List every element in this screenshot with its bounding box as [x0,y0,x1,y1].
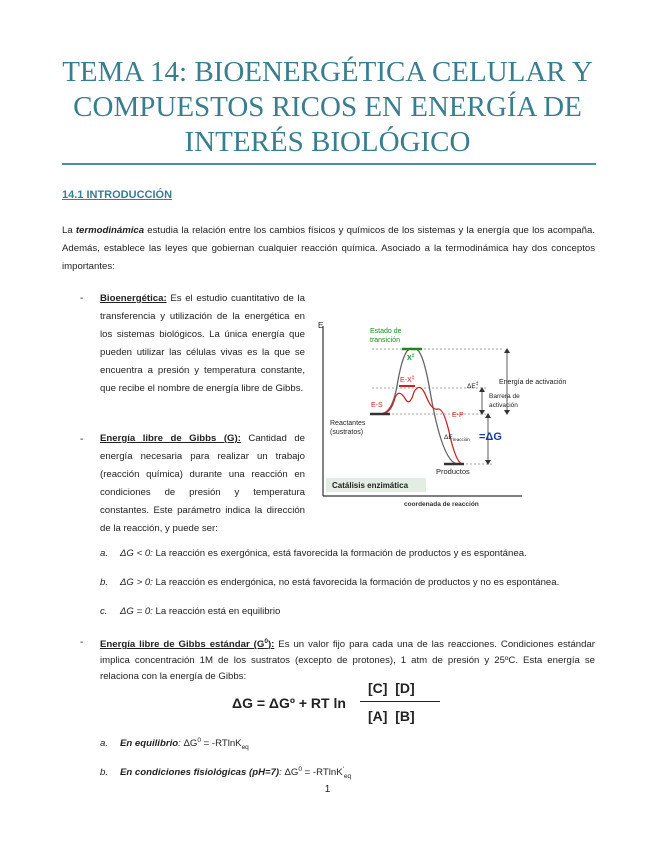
case-letter: c. [100,606,108,617]
bullet-dash: - [80,434,84,445]
title-line-3: INTERÉS BIOLÓGICO [184,126,471,158]
case-text: La reacción está en equilibrio [152,606,281,617]
case-item [100,577,559,588]
diagram-reactants-label-1: Reactantes [330,420,366,427]
intro-paragraph [62,222,595,276]
diagram-reactants-label-2: (sustratos) [330,429,364,436]
diagram-barrier-label-1: Barrera de [489,393,520,400]
diagram-arrowhead [504,410,510,415]
formula-denominator: [A] [B] [368,708,415,724]
case-letter: a. [100,548,109,559]
diagram-axis-y-label: E [318,321,324,330]
bullet-gibbs [100,430,305,538]
title-divider [62,163,596,165]
diagram-axis-x-label: coordenada de reacción [404,501,479,508]
bullet-gibbs-standard [100,634,595,685]
diagram-ep-label: E-P [452,412,464,419]
bullet-gibbs-term: Energía libre de Gibbs (G): [100,433,241,444]
section-heading: 14.1 INTRODUCCIÓN [62,189,173,201]
diagram-barrier-label-2: activación [489,402,518,409]
diagram-arrowhead [504,348,510,353]
case-condition: ΔG = 0: [120,606,153,617]
diagram-es-label: E-S [371,402,383,409]
diagram-catalyzed-curve [380,387,462,464]
equilibrium-letter: b. [100,767,109,779]
bullet-bioenergetica [100,290,305,398]
equilibrium-item: b. En condiciones fisiológicas (pH=7): $\Delta G^0 = -RTlnK'_{eq}$ [100,766,352,781]
diagram-activation-label: Energía de activación [499,379,567,386]
bullet-bioenergetica-text: Es el estudio cuantitativo de la transferencia y utilización de la energética en los sistemas biológicos. La única energía que pueden utilizar las células vivas es la que se encuentra a presión y temperatura constante, que recibe el nombre de energía libre de Gibbs. [100,293,305,394]
diagram-x-label: X‡ [407,353,415,362]
bullet-gibbs-standard-term: Energía libre de Gibbs estándar $(G^0)$: [100,638,275,651]
case-item [100,548,527,559]
title-line-1: TEMA 14: BIOENERGÉTICA CELULAR Y [62,56,593,88]
diagram-state-label-2: transición [370,337,400,344]
intro-text-before: La [62,225,76,236]
case-text: La reacción es endergónica, no está favorecida la formación de productos y no es espontánea. [152,577,560,588]
diagram-products-label: Productos [436,467,470,476]
formula-numerator: [C] [D] [368,680,415,696]
intro-term: termodinámica [75,225,145,236]
case-condition: ΔG < 0: [120,548,153,559]
case-item [100,606,280,617]
title-line-2: COMPUESTOS RICOS EN ENERGÍA DE [73,91,582,123]
bullet-gibbs-standard-text: Es un valor fijo para cada una de las reacciones. Condiciones estándar implica concentración 1M de los sustratos (excepto de protones), 1 atm de presión y 25ºC. Esta energía se relaciona con la energía de Gibbs: [100,639,595,683]
equilibrium-item: a. En equilibrio: $\Delta G^0 = -RTlnK_{eq}$ [100,737,249,752]
formula-lhs: ΔG = ΔGº + RT ln [232,695,346,711]
bullet-bioenergetica-term: Bioenergética: [100,293,167,304]
bullet-gibbs-text: Cantidad de energía necesaria para realizar un trabajo (reacción química) durante una reacción en condiciones de presión y temperatura constantes. Este parámetro indica la dirección de la reacción, y puede ser: [100,433,305,534]
document-title [40,55,615,160]
equilibrium-label: En equilibrio [120,738,179,750]
case-letter: b. [100,577,109,588]
bullet-dash: - [80,293,84,304]
diagram-state-label-1: Estado de [370,328,402,335]
diagram-catalysis-label: Catálisis enzimática [332,481,409,490]
case-text: La reacción es exergónica, está favorecida la formación de productos y es espontánea. [152,548,527,559]
bullet-dash: - [80,637,84,648]
intro-text-after: estudia la relación entre los cambios físicos y químicos de los sistemas y la energía que los acompaña. Además, establece las leyes que gobiernan cualquier reacción química. Asociado a la termodinámica hay dos conceptos importantes: [62,225,595,272]
diagram-ex-label: E-X‡ [400,375,415,384]
diagram-delta-e-label: $\Delta E_{reacción}$ [444,434,470,442]
diagram-delta-g-label: =ΔG [479,431,502,443]
page-number: 1 [324,784,331,795]
energy-diagram [312,296,602,514]
equilibrium-letter: a. [100,738,109,750]
formula-fraction-bar [360,701,440,702]
case-condition: ΔG > 0: [120,577,153,588]
equilibrium-label: En condiciones fisiológicas (pH=7) [120,767,280,779]
diagram-de-label: ΔE‡ [467,381,479,390]
